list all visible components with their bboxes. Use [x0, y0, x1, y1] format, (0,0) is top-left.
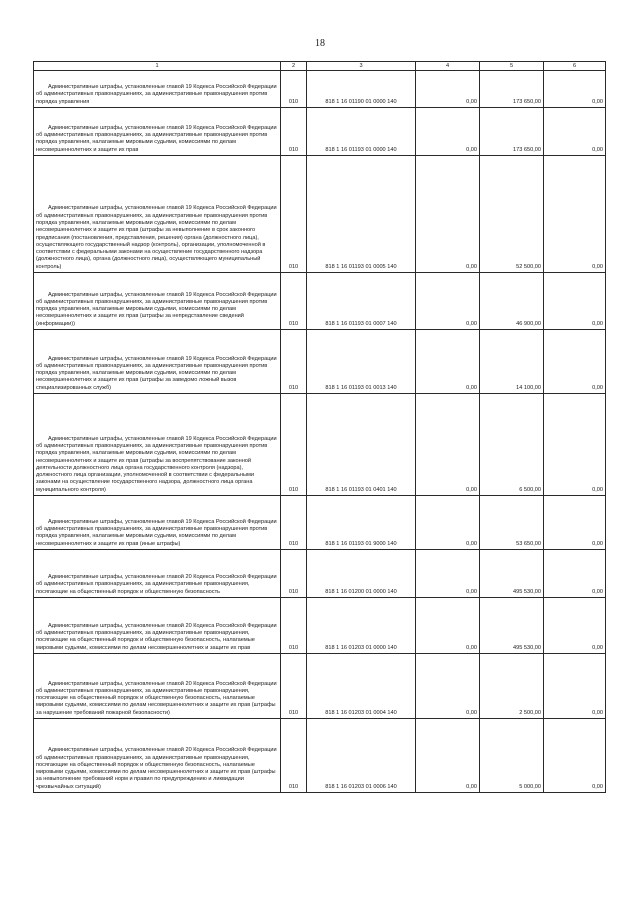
row-description: Административные штрафы, установленные главой 19 Кодекса Российской Федерации об административных правонарушениях, за административные правонарушения против порядка управления: [36, 84, 277, 105]
table-row: [34, 550, 606, 598]
row-line-code: 010: [281, 394, 307, 496]
row-kbk: 818 1 16 01203 01 0000 140: [307, 598, 416, 654]
row-line-code: 010: [281, 156, 307, 273]
row-line-code: 010: [281, 108, 307, 156]
row-col6: 0,00: [544, 550, 606, 598]
row-line-code: 010: [281, 719, 307, 793]
row-description: Административные штрафы, установленные главой 20 Кодекса Российской Федерации об административных правонарушениях, за административные правонарушения, посягающие на общественный порядок и общественную безопасность: [36, 574, 277, 595]
row-kbk: 818 1 16 01193 01 0005 140: [307, 156, 416, 273]
row-col6: 0,00: [544, 719, 606, 793]
table-row: [34, 719, 606, 793]
row-col6: 0,00: [544, 108, 606, 156]
row-description-cell: [34, 394, 281, 496]
column-header: 1: [34, 62, 281, 71]
table-row: [34, 496, 606, 550]
column-header: 2: [281, 62, 307, 71]
row-col5: 495 530,00: [480, 598, 544, 654]
row-description: Административные штрафы, установленные главой 19 Кодекса Российской Федерации об административных правонарушениях, за административные правонарушения против порядка управления, налагаемые мировыми судьями, комиссиями по делам несовершеннолетних и защите их прав (штрафы за невыполнение в срок законного предписания (постановления, представления, решения) органа (должностного лица), осуществляющего государственный надзор (контроль), организации, уполномоченной в соответствии с федеральными законами на осуществление государственного надзора (должностного лица), органа (должностного лица), осуществляющего муниципальный контроль): [36, 205, 277, 270]
row-col4: 0,00: [416, 108, 480, 156]
row-col5: 2 500,00: [480, 654, 544, 719]
row-col5: 6 500,00: [480, 394, 544, 496]
row-description-cell: [34, 654, 281, 719]
row-col4: 0,00: [416, 273, 480, 330]
row-col4: 0,00: [416, 719, 480, 793]
row-col6: 0,00: [544, 496, 606, 550]
column-header: 5: [480, 62, 544, 71]
row-description-cell: [34, 71, 281, 108]
row-line-code: 010: [281, 496, 307, 550]
row-kbk: 818 1 16 01203 01 0006 140: [307, 719, 416, 793]
row-description: Административные штрафы, установленные главой 19 Кодекса Российской Федерации об административных правонарушениях, за административные правонарушения против порядка управления, налагаемые мировыми судьями, комиссиями по делам несовершеннолетних и защите их прав (штрафы за непредставление сведений (информации)): [36, 291, 277, 327]
row-col6: 0,00: [544, 273, 606, 330]
table-row: [34, 330, 606, 394]
row-line-code: 010: [281, 550, 307, 598]
row-col5: 173 650,00: [480, 71, 544, 108]
row-col4: 0,00: [416, 394, 480, 496]
row-col4: 0,00: [416, 654, 480, 719]
row-col4: 0,00: [416, 496, 480, 550]
row-kbk: 818 1 16 01193 01 9000 140: [307, 496, 416, 550]
row-col4: 0,00: [416, 156, 480, 273]
row-description-cell: [34, 719, 281, 793]
row-line-code: 010: [281, 654, 307, 719]
row-description: Административные штрафы, установленные главой 20 Кодекса Российской Федерации об административных правонарушениях, за административные правонарушения, посягающие на общественный порядок и общественную безопасность, налагаемые мировыми судьями, комиссиями по делам несовершеннолетних и защите их прав (штрафы за невыполнение требований норм и правил по предупреждению и ликвидации чрезвычайных ситуаций): [36, 747, 277, 790]
row-description-cell: [34, 550, 281, 598]
table-row: [34, 654, 606, 719]
table-row: [34, 108, 606, 156]
row-col6: 0,00: [544, 598, 606, 654]
table-row: [34, 156, 606, 273]
row-kbk: 818 1 16 01193 01 0013 140: [307, 330, 416, 394]
row-col6: 0,00: [544, 156, 606, 273]
row-description: Административные штрафы, установленные главой 19 Кодекса Российской Федерации об административных правонарушениях, за административные правонарушения против порядка управления, налагаемые мировыми судьями, комиссиями по делам несовершеннолетних и защите их прав (иные штрафы): [36, 518, 277, 547]
row-description: Административные штрафы, установленные главой 20 Кодекса Российской Федерации об административных правонарушениях, за административные правонарушения, посягающие на общественный порядок и общественную безопасность, налагаемые мировыми судьями, комиссиями по делам несовершеннолетних и защите их прав (штрафы за нарушение требований пожарной безопасности): [36, 680, 277, 716]
row-description-cell: [34, 330, 281, 394]
row-col5: 52 500,00: [480, 156, 544, 273]
row-description-cell: [34, 496, 281, 550]
row-kbk: 818 1 16 01193 01 0401 140: [307, 394, 416, 496]
row-line-code: 010: [281, 273, 307, 330]
row-description-cell: [34, 108, 281, 156]
row-col5: 53 650,00: [480, 496, 544, 550]
row-col5: 46 900,00: [480, 273, 544, 330]
table-row: [34, 394, 606, 496]
column-header: 4: [416, 62, 480, 71]
row-kbk: 818 1 16 01193 01 0007 140: [307, 273, 416, 330]
table-row: [34, 71, 606, 108]
row-col6: 0,00: [544, 71, 606, 108]
row-kbk: 818 1 16 01203 01 0004 140: [307, 654, 416, 719]
row-col4: 0,00: [416, 550, 480, 598]
table-row: [34, 273, 606, 330]
row-description: Административные штрафы, установленные главой 19 Кодекса Российской Федерации об административных правонарушениях, за административные правонарушения против порядка управления, налагаемые мировыми судьями, комиссиями по делам несовершеннолетних и защите их прав (штрафы за заведомо ложный вызов специализированных служб): [36, 355, 277, 391]
row-line-code: 010: [281, 330, 307, 394]
row-col4: 0,00: [416, 598, 480, 654]
row-description-cell: [34, 598, 281, 654]
row-line-code: 010: [281, 598, 307, 654]
column-header-row: [34, 62, 606, 71]
row-kbk: 818 1 16 01193 01 0000 140: [307, 108, 416, 156]
row-kbk: 818 1 16 01190 01 0000 140: [307, 71, 416, 108]
row-description-cell: [34, 156, 281, 273]
row-kbk: 818 1 16 01200 01 0000 140: [307, 550, 416, 598]
row-description: Административные штрафы, установленные главой 20 Кодекса Российской Федерации об административных правонарушениях, за административные правонарушения, посягающие на общественный порядок и общественную безопасность, налагаемые мировыми судьями, комиссиями по делам несовершеннолетних и защите их прав: [36, 622, 277, 651]
row-col6: 0,00: [544, 330, 606, 394]
row-col5: 5 000,00: [480, 719, 544, 793]
row-col5: 14 100,00: [480, 330, 544, 394]
row-col5: 495 530,00: [480, 550, 544, 598]
row-col4: 0,00: [416, 330, 480, 394]
row-description-cell: [34, 273, 281, 330]
row-col5: 173 650,00: [480, 108, 544, 156]
row-col6: 0,00: [544, 654, 606, 719]
revenue-report-table: [33, 61, 606, 793]
column-header: 6: [544, 62, 606, 71]
row-col6: 0,00: [544, 394, 606, 496]
row-description: Административные штрафы, установленные главой 19 Кодекса Российской Федерации об административных правонарушениях, за административные правонарушения против порядка управления, налагаемые мировыми судьями, комиссиями по делам несовершеннолетних и защите их прав: [36, 124, 277, 153]
column-header: 3: [307, 62, 416, 71]
row-col4: 0,00: [416, 71, 480, 108]
table-row: [34, 598, 606, 654]
row-description: Административные штрафы, установленные главой 19 Кодекса Российской Федерации об административных правонарушениях, за административные правонарушения против порядка управления, налагаемые мировыми судьями, комиссиями по делам несовершеннолетних и защите их прав (штрафы за воспрепятствование законной деятельности должностного лица органа государственного контроля (надзора), должностного лица организации, уполномоченной в соответствии с федеральными законами на осуществление государственного надзора, должностного лица органа муниципального контроля): [36, 435, 277, 493]
row-line-code: 010: [281, 71, 307, 108]
page-number: 18: [315, 38, 325, 49]
